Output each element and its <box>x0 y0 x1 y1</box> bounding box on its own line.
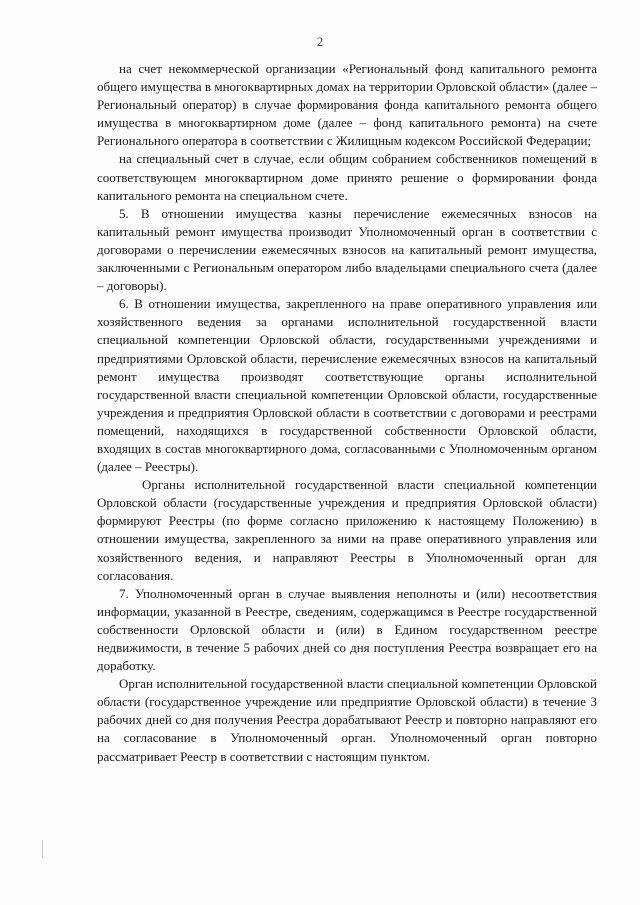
page-number: 2 <box>316 34 324 49</box>
scan-artifact <box>42 840 43 858</box>
paragraph-regional-operator-account: на счет некоммерческой организации «Региональный фонд капитального ремонта общего имущества в многоквартирных домах на территории Орловской области» (далее – Региональный оператор) в случае формирования фонда капитального ремонта общего имущества в многоквартирном доме (далее – фонд капитального ремонта) на счете Регионального оператора в соответствии с Жилищным кодексом Российской Федерации; <box>97 61 597 149</box>
paragraph-special-account: на специальный счет в случае, если общим собранием собственников помещений в соответствующем многоквартирном доме принято решение о формировании фонда капитального ремонта на специальном счете. <box>97 151 597 203</box>
paragraph-item-6: 6. В отношении имущества, закрепленного на праве оперативного управления или хозяйственного ведения за органами исполнительной государственной власти специальной компетенции Орловской области, государственными учреждениями и предприятиями Орловской области, перечисление ежемесячных взносов на капитальный ремонт имущества производят соответствующие органы исполнительной государственной власти специальной компетенции Орловской области, государственные учреждения и предприятия Орловской области в соответствии с договорами и реестрами помещений, находящихся в государственной собственности Орловской области, входящих в состав многоквартирного дома, согласованными с Уполномоченным органом (далее – Реестры). <box>97 296 597 475</box>
document-body <box>97 60 597 766</box>
paragraph-item-7: 7. Уполномоченный орган в случае выявления неполноты и (или) несоответствия информации, указанной в Реестре, сведениям, содержащимся в Реестре государственной собственности Орловской области и (или) в Едином государственном реестре недвижимости, в течение 5 рабочих дней со дня поступления Реестра возвращает его на доработку. <box>97 585 597 674</box>
paragraph-item-5: 5. В отношении имущества казны перечисление ежемесячных взносов на капитальный ремонт имущества производит Уполномоченный орган в соответствии с договорами о перечислении ежемесячных взносов на капитальный ремонт имущества, заключенными с Региональным оператором либо владельцами специального счета (далее – договоры). <box>97 205 597 294</box>
paragraph-registers-formation: Органы исполнительной государственной власти специальной компетенции Орловской области (государственные учреждения и предприятия Орловской области) формируют Реестры (по форме согласно приложению к настоящему Положению) в отношении имущества, закрепленного за ними на праве оперативного управления или хозяйственного ведения, и направляют Реестры в Уполномоченный орган для согласования. <box>97 477 597 583</box>
paragraph-register-rework: Орган исполнительной государственной власти специальной компетенции Орловской области (государственное учреждение или предприятие Орловской области) в течение 3 рабочих дней со дня получения Реестра дорабатывают Реестр и повторно направляют его на согласование в Уполномоченный орган. Уполномоченный орган повторно рассматривает Реестр в соответствии с настоящим пунктом. <box>97 676 597 764</box>
